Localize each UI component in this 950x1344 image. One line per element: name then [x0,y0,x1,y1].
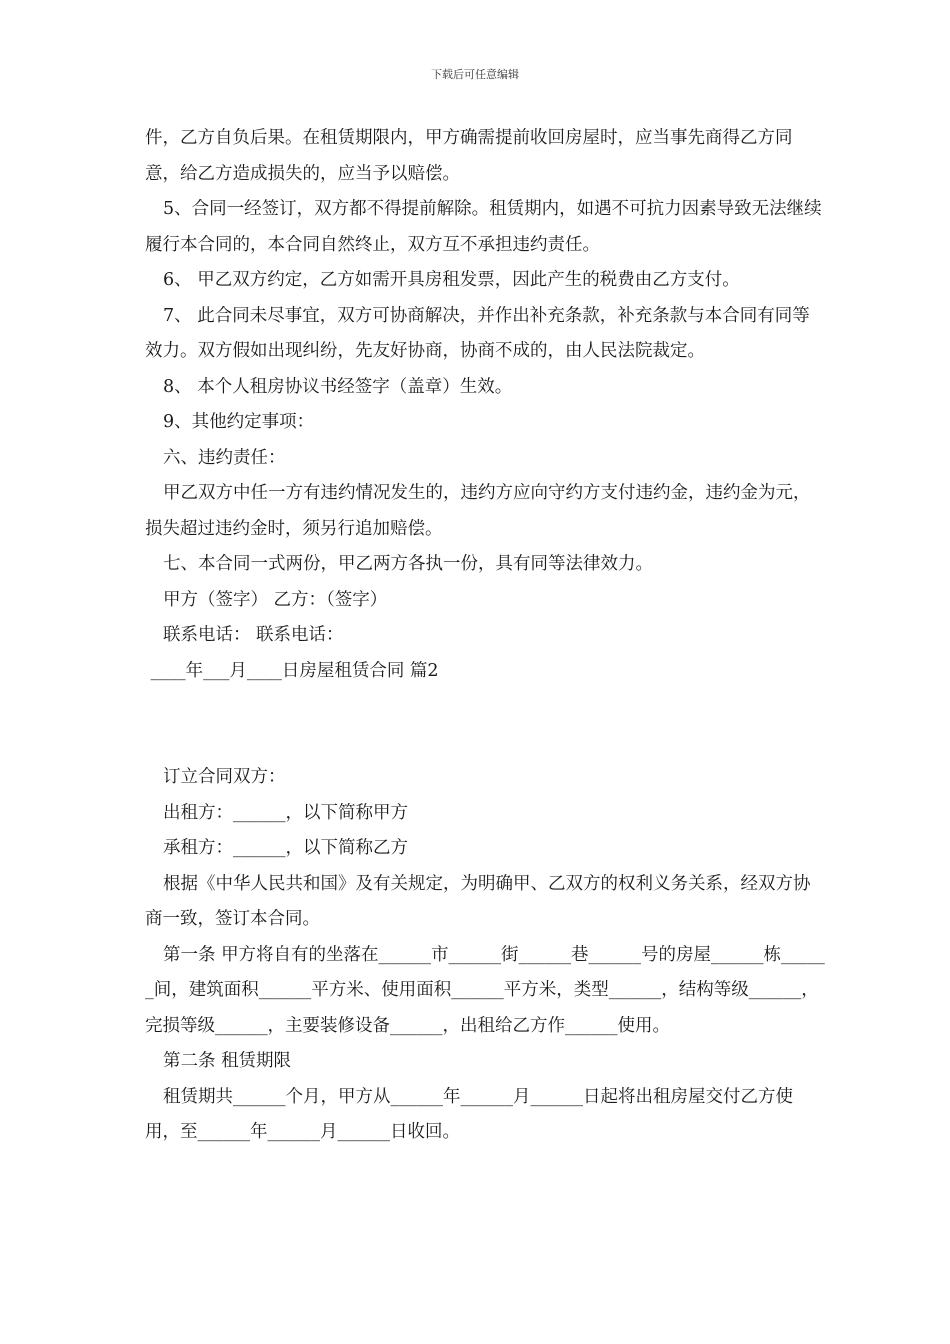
paragraph: 七、本合同一式两份，甲乙两方各执一份，具有同等法律效力。 [163,554,653,574]
paragraph: 9、其他约定事项： [163,412,315,432]
article-2-heading: 第二条 租赁期限 [163,1051,292,1071]
paragraph: 订立合同双方： [163,767,286,787]
section-heading: 六、违约责任： [163,447,286,468]
paragraph: 6、 甲乙双方约定，乙方如需开具房租发票，因此产生的税费由乙方支付。 [163,270,740,290]
lessee-line: 承租方：______，以下简称乙方 [163,838,408,858]
paragraph: 件，乙方自负后果。在租赁期限内，甲方确需提前收回房屋时，应当事先商得乙方同意，给乙方造成损失的，应当予以赔偿。 [145,128,793,184]
contract-title: ____年___月____日房屋租赁合同 篇2 [145,660,439,681]
spacer [145,689,825,760]
paragraph: 根据《中华人民共和国》及有关规定，为明确甲、乙双方的权利义务关系，经双方协商一致，签订本合同。 [145,873,811,929]
page-header: 下载后可任意编辑 [431,68,519,81]
paragraph: 甲乙双方中任一方有违约情况发生的，违约方应向守约方支付违约金，违约金为元，损失超过违约金时，须另行追加赔偿。 [145,483,811,539]
contact-line: 联系电话： 联系电话： [163,625,344,645]
paragraph: 8、 本个人租房协议书经签字（盖章）生效。 [163,376,513,397]
signature-line: 甲方（签字） 乙方：（签字） [163,589,388,610]
paragraph: 租赁期共______个月，甲方从______年______月______日起将出租房屋交付乙方使用，至______年______月______日收回。 [145,1086,793,1142]
lessor-line: 出租方：______，以下简称甲方 [163,802,408,823]
article-1: 第一条 甲方将自有的坐落在______市______街______巷______号的房屋______栋______间，建筑面积______平方米、使用面积______平方米，类型______，结构等级______，完损等级______，主要装修设备______，出租给乙方作______使用。 [145,944,825,1036]
paragraph: 5、合同一经签订，双方都不得提前解除。租赁期内，如遇不可抗力因素导致无法继续履行本合同的，本合同自然终止，双方互不承担违约责任。 [145,199,822,255]
document-body [145,121,825,1151]
paragraph: 7、 此合同未尽事宜，双方可协商解决，并作出补充条款，补充条款与本合同有同等效力。双方假如出现纠纷，先友好协商，协商不成的，由人民法院裁定。 [145,305,810,361]
